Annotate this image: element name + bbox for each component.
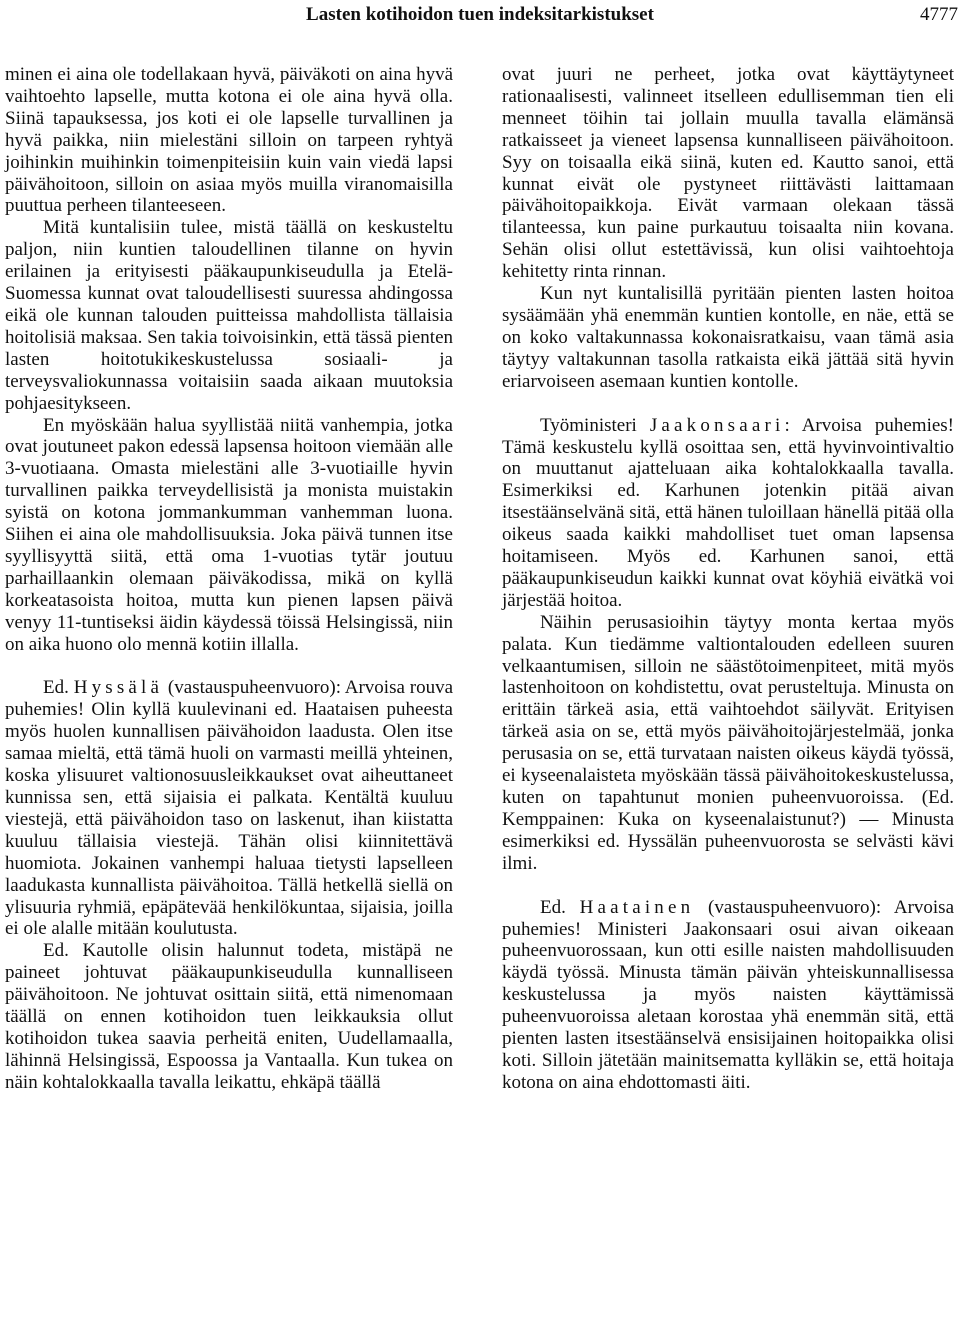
speech-text: (vastauspuheenvuoro): Arvoisa puhemies! Ministeri Jaakonsaari osui aivan oikeaan puheenvuorossaan, kun otti esille naisten mahdollisuuden käydä työssä. Minusta tämän päivän yhteiskunnallisessa keskustelussa ja myös naisten käyttämissä puheenvuoroissa aletaan korostaa yhä enemmän sitä, että pienten lasten itsestäänselvä ensisijainen hoitopaikka olisi koti. Silloin jätetään mainitsematta kylläkin se, että hoitaja kotona on aina ehdottomasti äiti. (502, 896, 954, 1093)
paragraph: En myöskään halua syyllistää niitä vanhempia, jotka ovat joutuneet pakon edessä lapsensa hoitoon viemään alle 3-vuotiaana. Omasta mielestäni alle 3-vuotiaille hyvin turvallinen paikka terveydellisistä ja monista muistakin syistä on kotona jommankumman vanhemman luona. Siihen ei aina ole mahdollisuuksia. Joka päivä tunnen itse syyllisyyttä siitä, että oma 1-vuotias tytär joutuu parhaillaankin olemaan päiväkodissa, mikä on kyllä korkeatasoista hoitoa, mutta kun pienen lapsen päivä venyy 11-tuntiseksi äidin käydessä töissä Helsingissä, niin on aika huono olo mennä kotiin illalla. (5, 414, 453, 655)
paragraph-gap (5, 655, 453, 677)
speaker-name: Haatainen (579, 896, 695, 918)
paragraph: ovat juuri ne perheet, jotka ovat käyttäytyneet rationaalisesti, valinneet itselleen edullisemman tien eli menneet töihin tai jollain muulla tavalla elämänsä ratkaisseet ja vieneet lapsensa kunnalliseen päivähoitoon. Syy on toisaalla eikä siinä, kuten ed. Kautto sanoi, että kunnat eivät ole pystyneet riittävästi laittamaan päivähoitopaikkoja. Eivät varmaan olekaan tässä tilanteessa, kun paine purkautuu toisaalta niin kovana. Sehän olisi ollut estettävissä, kun olisi vaihtoehtoja kehitetty rinta rinnan. (502, 64, 954, 283)
speech-text: : Arvoisa puhemies! Tämä keskustelu kyllä osoittaa sen, että hyvinvointivaltio on muuttanut ajatteluaan aika kohtalokkaalla tavalla. Esimerkiksi ed. Karhunen jotenkin pitää aivan itsestäänselvänä sitä, että hänen tuloillaan hänellä pitää olla oikeus saada kaikki mahdolliset tuet oman lapsensa hoitamiseen. Myös ed. Karhunen sanoi, että pääkaupunkiseudun kaikki kunnat ovat köyhiä eivätkä voi järjestää hoitoa. (502, 414, 955, 611)
paragraph-gap (502, 393, 954, 415)
speaker-name: Hyssälä (73, 677, 164, 699)
speaker-name: Jaakonsaari (649, 414, 785, 436)
page-number: 4777 (920, 4, 958, 25)
page-header (0, 0, 960, 36)
paragraph: Näihin perusasioihin täytyy monta kertaa myös palata. Kun tiedämme valtiontalouden edelleen suuren velkaantumisen, silloin ne säästötoimenpiteet, mitä myös lastenhoitoon on kohdistettu, ovat perusteltuja. Minusta on erittäin tärkeä asia, että vaihtoehdot säilyvät. Erityisen tärkeä asia on se, että myös päivähoitojärjestelmää, jonka perusasia on se, että turvataan naisten oikeus käydä työssä, ei kyseenalaisteta myöskään tässä päivähoitokeskustelussa, kuten on tapahtunut monien puheenvuoroissa. (Ed. Kemppainen: Kuka on kyseenalaistunut?) — Minusta esimerkiksi ed. Hyssälän puheenvuorosta se selvästi kävi ilmi. (502, 611, 954, 874)
speaker-paragraph (502, 415, 954, 612)
paragraph: Ed. Kautolle olisin halunnut todeta, mistäpä ne paineet johtuvat pääkaupunkiseudulla kunnalliseen päivähoitoon. Ne johtuvat osittain siitä, että nimenomaan täällä on ennen kotihoidon tuen leikkauksia ollut kotihoidon tukea saavia perheitä eniten, Uudellamaalla, lähinnä Helsingissä, Espoossa ja Vantaalla. Kun tukea on näin kohtalokkaalla tavalla leikattu, ehkäpä täällä (5, 940, 453, 1093)
speaker-paragraph (502, 897, 954, 1094)
paragraph-gap (502, 875, 954, 897)
paragraph: Kun nyt kuntalisillä pyritään pienten lasten hoitoa sysäämään yhä enemmän kuntien kontolle, en näe, että se on koko valtakunnassa kokonaisratkaisu, vaan tämä asia täytyy valtakunnan tasolla ratkaista eikä jättää sitä hyvin eriarvoiseen asemaan kuntien kontolle. (502, 283, 954, 392)
left-column (5, 64, 453, 1094)
speaker-prefix: Ed. (43, 677, 74, 699)
right-column (502, 64, 954, 1094)
speaker-prefix: Työministeri (540, 414, 650, 436)
paragraph: minen ei aina ole todellakaan hyvä, päiväkoti on aina hyvä vaihtoehto lapselle, mutta kotona ei ole aina hyvä olla. Siinä tapauksessa, jos koti ei ole lapselle turvallinen ja hyvä paikka, niin mielestäni silloin on tarpeen ryhtyä joihinkin muihinkin toimenpiteisiin kuin vain viedä lapsi päivähoitoon, silloin on asiaa myös muilla viranomaisilla puuttua perheen tilanteeseen. (5, 64, 453, 217)
speaker-prefix: Ed. (540, 896, 580, 918)
running-title: Lasten kotihoidon tuen indeksitarkistukset (306, 4, 654, 25)
speech-text: (vastauspuheenvuoro): Arvoisa rouva puhemies! Olin kyllä kuulevinani ed. Haataisen puheesta myös huolen kunnallisen päivähoidon laadusta. Olen itse samaa mieltä, että tämä huoli on varmasti meillä yhteinen, koska ylisuuret valtionosuusleikkaukset ovat aiheuttaneet kunnissa sen, että sijaisia ei palkata. Kentältä kuuluu viestejä, että päivähoidon taso on laskenut, ihan kiistatta kuuluu tällaisia viestejä. Tähän olisi kiinnitettävä huomiota. Jokainen vanhempi haluaa tietysti lapselleen laadukasta kunnallista päivähoitoa. Tällä hetkellä siellä on ylisuuria ryhmiä, epäpätevää henkilökuntaa, sijaisia, joilla ei ole alalle mitään koulutusta. (5, 677, 453, 940)
paragraph: Mitä kuntalisiin tulee, mistä täällä on keskusteltu paljon, niin kuntien taloudellinen tilanne on hyvin erilainen ja erityisesti pääkaupunkiseudulla ja Etelä-Suomessa kunnat ovat taloudellisesti suuressa ahdingossa eikä ole kunnan talouden puitteissa mahdollista tällaisia hoitolisiä maksaa. Sen takia toivoisinkin, että tässä pienten lasten hoitotukikeskustelussa sosiaali- ja terveysvaliokunnassa voitaisiin saada aikaan muutoksia pohjaesitykseen. (5, 217, 453, 414)
speaker-paragraph (5, 677, 453, 940)
